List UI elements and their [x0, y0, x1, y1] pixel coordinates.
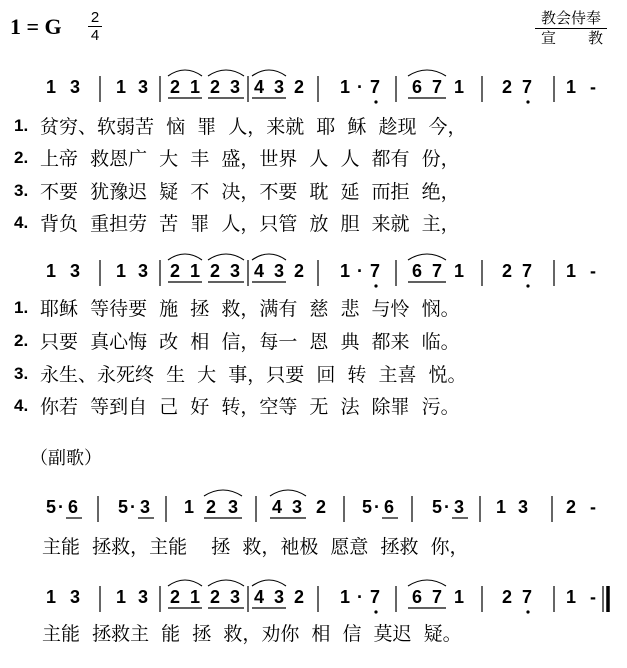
note: 1 [190, 77, 201, 97]
slur [168, 254, 202, 260]
note: 7 [522, 587, 533, 607]
note: 1 [46, 77, 57, 97]
slur [408, 580, 446, 586]
note: · [374, 497, 380, 517]
staff-markings [0, 260, 627, 300]
note: 2 [206, 497, 217, 517]
note: 1 [454, 587, 465, 607]
note: 5 [362, 497, 373, 517]
note: 2 [502, 587, 513, 607]
note: 2 [210, 77, 221, 97]
note: 2 [210, 261, 221, 281]
staff-markings [0, 76, 627, 116]
verse-number: 1. [14, 298, 29, 317]
note: 7 [522, 261, 533, 281]
note: - [590, 587, 596, 607]
note: 1 [496, 497, 507, 517]
staff-line-2 [0, 260, 627, 300]
note: 2 [294, 261, 305, 281]
octave-dot [526, 284, 529, 287]
lyric-line: 永生、永死终 生 大 事，只要 回 转 主喜 悦。 [40, 364, 467, 386]
verse-number: 4. [14, 396, 29, 415]
lyric-line: 耶稣 等待要 施 拯 救，满有 慈 悲 与怜 悯。 [40, 298, 460, 320]
note: 2 [170, 261, 181, 281]
note: 4 [254, 261, 265, 281]
note: 7 [370, 77, 381, 97]
lyric-line: 贫穷、软弱苦 恼 罪 人，来就 耶 稣 趁现 今， [40, 116, 467, 138]
note: - [590, 261, 596, 281]
note: 3 [454, 497, 465, 517]
note: 6 [412, 77, 423, 97]
staff-markings [0, 586, 627, 626]
note: 5 [118, 497, 129, 517]
octave-dot [526, 100, 529, 103]
verse-number: 3. [14, 181, 29, 200]
time-signature-bottom: 4 [90, 27, 100, 44]
note: 1 [116, 261, 127, 281]
note: 2 [170, 77, 181, 97]
note: 1 [566, 587, 577, 607]
note: 2 [316, 497, 327, 517]
verse-number: 2. [14, 331, 29, 350]
slur [252, 254, 286, 260]
note: 1 [454, 77, 465, 97]
note: 3 [70, 77, 81, 97]
note: 1 [190, 261, 201, 281]
note: 5 [46, 497, 57, 517]
slur [208, 254, 244, 260]
note: · [130, 497, 136, 517]
note: 1 [116, 587, 127, 607]
note: · [357, 77, 363, 97]
note: 1 [190, 587, 201, 607]
note: 7 [432, 261, 443, 281]
staff-line-3 [0, 496, 627, 536]
slur [168, 580, 202, 586]
note: 6 [68, 497, 79, 517]
note: 3 [138, 77, 149, 97]
note: 1 [340, 587, 351, 607]
staff-markings [0, 496, 627, 536]
note: 1 [46, 261, 57, 281]
note: 1 [116, 77, 127, 97]
slur [208, 580, 244, 586]
note: 7 [370, 587, 381, 607]
note: 3 [230, 77, 241, 97]
chorus-lyric-line-2: 主能 拯救主 能 拯 救，劝你 相 信 莫迟 疑。 [42, 623, 462, 645]
note: 3 [70, 587, 81, 607]
note: 7 [522, 77, 533, 97]
note: 1 [566, 77, 577, 97]
chorus-label: （副歌） [30, 448, 102, 469]
note: · [357, 261, 363, 281]
note: 4 [272, 497, 283, 517]
note: 3 [230, 261, 241, 281]
note: 7 [370, 261, 381, 281]
octave-dot [526, 610, 529, 613]
note: 3 [140, 497, 151, 517]
verse-number: 4. [14, 213, 29, 232]
note: 3 [70, 261, 81, 281]
slur [270, 490, 306, 496]
octave-dot [374, 610, 377, 613]
note: 3 [274, 261, 285, 281]
credit-line2a: 宣 [541, 29, 557, 47]
note: 2 [294, 77, 305, 97]
note: 2 [566, 497, 577, 517]
slur [252, 70, 286, 76]
note: 1 [566, 261, 577, 281]
note: 2 [502, 77, 513, 97]
lyric-line: 你若 等到自 己 好 转，空等 无 法 除罪 污。 [40, 396, 460, 418]
note: 2 [502, 261, 513, 281]
slur [204, 490, 242, 496]
note: 3 [228, 497, 239, 517]
lyric-line: 不要 犹豫迟 疑 不 决，不要 耽 延 而拒 绝， [40, 181, 460, 203]
note: 1 [46, 587, 57, 607]
note: 3 [518, 497, 529, 517]
note: 3 [274, 77, 285, 97]
note: · [58, 497, 64, 517]
chorus-lyric-line-1: 主能 拯救，主能 拯 救，祂极 愿意 拯救 你， [42, 536, 469, 558]
lyric-line: 背负 重担劳 苦 罪 人，只管 放 胆 来就 主， [40, 213, 460, 235]
credit-line2b: 教 [587, 29, 603, 47]
octave-dot [374, 100, 377, 103]
verse-number: 2. [14, 148, 29, 167]
note: 6 [412, 261, 423, 281]
slur [168, 70, 202, 76]
note: 3 [230, 587, 241, 607]
note: 1 [454, 261, 465, 281]
staff-line-1 [0, 76, 627, 116]
credit-divider [535, 28, 607, 29]
credit-line1: 教会侍奉 [541, 9, 602, 27]
octave-dot [374, 284, 377, 287]
note: - [590, 497, 596, 517]
lyric-line: 上帝 救恩广 大 丰 盛，世界 人 人 都有 份， [40, 148, 460, 170]
note: 3 [292, 497, 303, 517]
note: 7 [432, 77, 443, 97]
note: 2 [170, 587, 181, 607]
note: 7 [432, 587, 443, 607]
note: 2 [210, 587, 221, 607]
note: 6 [384, 497, 395, 517]
note: 3 [138, 261, 149, 281]
note: 6 [412, 587, 423, 607]
lyric-line: 只要 真心悔 改 相 信，每一 恩 典 都来 临。 [40, 331, 460, 353]
note: 5 [432, 497, 443, 517]
note: 1 [340, 261, 351, 281]
key-signature: 1 = G [10, 14, 62, 39]
verse-number: 1. [14, 116, 29, 135]
slur [408, 254, 446, 260]
slur [208, 70, 244, 76]
note: 4 [254, 77, 265, 97]
slur [408, 70, 446, 76]
note: · [357, 587, 363, 607]
time-signature [88, 10, 102, 43]
note: 1 [184, 497, 195, 517]
note: 4 [254, 587, 265, 607]
note: 2 [294, 587, 305, 607]
slur [252, 580, 286, 586]
note: 3 [274, 587, 285, 607]
note: 3 [138, 587, 149, 607]
staff-line-4 [0, 586, 627, 626]
note: 1 [340, 77, 351, 97]
time-signature-top: 2 [90, 9, 100, 26]
note: - [590, 77, 596, 97]
note: · [444, 497, 450, 517]
verse-number: 3. [14, 364, 29, 383]
